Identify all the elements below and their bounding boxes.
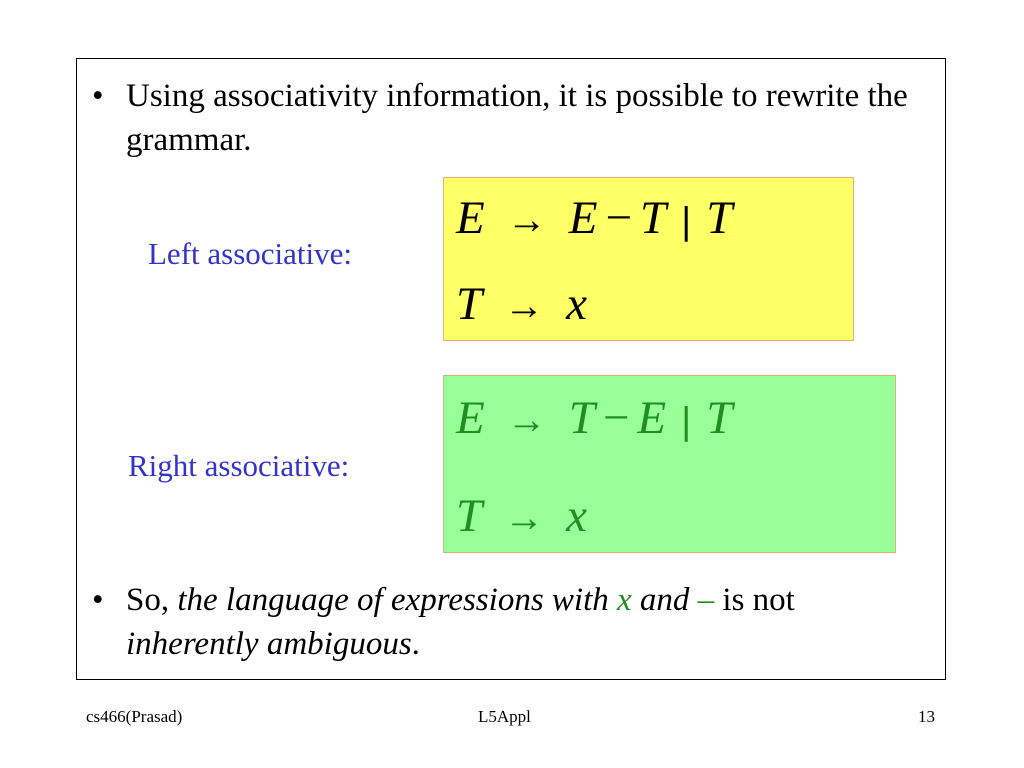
- conclusion-text: [126, 578, 946, 666]
- rhs: x: [566, 278, 588, 330]
- bullet-marker: •: [92, 582, 104, 618]
- bullet-text: Using associativity information, it is possible to rewrite the grammar.: [126, 78, 908, 158]
- left-rule-t: [456, 276, 587, 334]
- lhs: E: [456, 192, 485, 244]
- minus-symbol: −: [602, 392, 630, 444]
- rhs-alt: T: [706, 392, 733, 444]
- rhs-b: T: [639, 192, 667, 244]
- rhs-a: E: [568, 192, 598, 244]
- footer-author: cs466(Prasad): [86, 707, 183, 726]
- is-not-text: is not: [714, 582, 795, 618]
- right-associative-label: Right associative:: [128, 448, 350, 483]
- x-symbol: x: [617, 582, 632, 618]
- italic-phrase: the language of expressions with: [177, 582, 618, 618]
- alternation-bar: |: [680, 201, 693, 242]
- arrow-symbol: →: [506, 197, 547, 242]
- rhs-alt: T: [706, 192, 733, 244]
- arrow-symbol: →: [504, 283, 545, 328]
- right-grammar-box: [443, 375, 896, 553]
- lhs: T: [456, 278, 483, 330]
- dash-symbol: –: [697, 582, 715, 618]
- alternation-bar: |: [680, 401, 693, 442]
- so-text: So,: [126, 582, 178, 618]
- arrow-symbol: →: [506, 397, 547, 442]
- arrow-symbol: →: [504, 495, 545, 540]
- left-associative-label: Left associative:: [148, 236, 352, 271]
- rhs-b: E: [637, 392, 667, 444]
- left-rule-e: [456, 190, 732, 250]
- ambiguous-phrase: inherently ambiguous: [126, 626, 412, 662]
- lhs: T: [456, 490, 483, 542]
- rhs-a: T: [568, 392, 595, 444]
- right-rule-e: [456, 390, 732, 450]
- right-rule-t: [456, 488, 587, 546]
- and-text: and: [631, 582, 698, 618]
- minus-symbol: −: [605, 192, 632, 244]
- period: .: [411, 626, 420, 662]
- footer-page-number: 13: [918, 707, 935, 726]
- footer-title: L5Appl: [478, 707, 531, 726]
- rhs: x: [566, 490, 588, 542]
- lhs: E: [456, 392, 485, 444]
- left-grammar-box: [443, 177, 854, 341]
- bullet-marker: •: [92, 78, 104, 114]
